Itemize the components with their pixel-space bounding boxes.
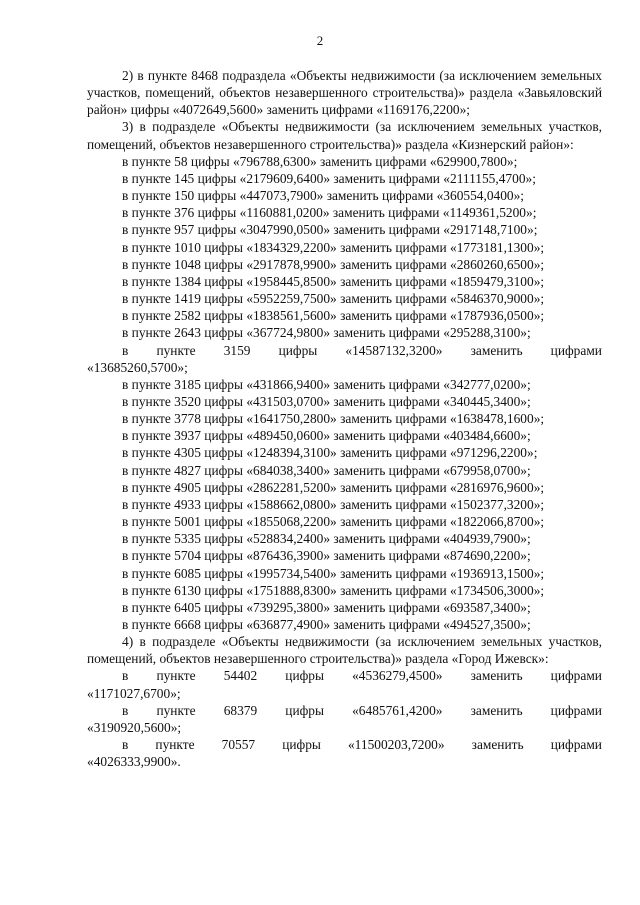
- list-item: в пункте 2582 цифры «1838561,5600» заменить цифрами «1787936,0500»;: [122, 308, 545, 324]
- izhevsk-item: [87, 702, 602, 736]
- izhevsk-item-line: [87, 702, 602, 719]
- word: цифрами: [550, 737, 602, 753]
- word: заменить: [470, 668, 523, 684]
- word: заменить: [471, 737, 524, 753]
- izhevsk-item-tail: «3190920,5600»;: [87, 719, 182, 735]
- word: цифрами: [550, 668, 602, 684]
- paragraph-item-3: 3) в подразделе «Объекты недвижимости (за исключением земельных участков, помещений, объектов незавершенного строительства)» раздела «Кизнерский район»:: [87, 119, 602, 152]
- item-3159-line: [87, 342, 602, 359]
- word: цифрами: [550, 342, 602, 358]
- list-item: в пункте 6405 цифры «739295,3800» заменить цифрами «693587,3400»;: [122, 599, 531, 615]
- list-item: в пункте 1048 цифры «2917878,9900» заменить цифрами «2860260,6500»;: [122, 256, 545, 272]
- word: «14587132,3200»: [345, 342, 443, 358]
- word: 68379: [223, 702, 258, 718]
- word: в: [122, 668, 129, 684]
- word: цифры: [285, 668, 324, 684]
- izhevsk-list: [87, 667, 602, 770]
- page-number: 2: [316, 33, 324, 48]
- word: в: [122, 702, 129, 718]
- list-item: в пункте 4827 цифры «684038,3400» заменить цифрами «679958,0700»;: [122, 462, 531, 478]
- list-item: в пункте 145 цифры «2179609,6400» заменить цифрами «2111155,4700»;: [122, 170, 536, 186]
- word: пункте: [156, 702, 196, 718]
- list-item: в пункте 5704 цифры «876436,3900» заменить цифрами «874690,2200»;: [122, 548, 531, 564]
- list-item: в пункте 4305 цифры «1248394,3100» заменить цифрами «971296,2200»;: [122, 445, 538, 461]
- word: пункте: [155, 737, 195, 753]
- izhevsk-item-tail: «4026333,9900».: [87, 754, 181, 770]
- word: 70557: [221, 737, 256, 753]
- word: «11500203,7200»: [347, 737, 445, 753]
- list-item: в пункте 150 цифры «447073,7900» заменить цифрами «360554,0400»;: [122, 188, 525, 204]
- list-item: в пункте 1419 цифры «5952259,7500» заменить цифрами «5846370,9000»;: [122, 291, 545, 307]
- word: «6485761,4200»: [352, 702, 443, 718]
- list-item: в пункте 2643 цифры «367724,9800» заменить цифрами «295288,3100»;: [122, 325, 531, 341]
- list-item: в пункте 4933 цифры «1588662,0800» заменить цифрами «1502377,3200»;: [122, 496, 545, 512]
- paragraph-item-2: 2) в пункте 8468 подраздела «Объекты недвижимости (за исключением земельных участков, помещений, объектов незавершенного строительства)» раздела «Завьяловский район» цифры «4072649,5600» заменить цифрами «1169176,2200»;: [87, 68, 602, 118]
- list-item: в пункте 3185 цифры «431866,9400» заменить цифрами «342777,0200»;: [122, 376, 531, 392]
- document-body: [87, 67, 602, 770]
- word: пункте: [156, 668, 196, 684]
- izhevsk-item-line: [87, 667, 602, 684]
- word: заменить: [470, 702, 523, 718]
- word: цифры: [282, 737, 321, 753]
- word: «4536279,4500»: [352, 668, 443, 684]
- list-item: в пункте 1010 цифры «1834329,2200» заменить цифрами «1773181,1300»;: [122, 239, 545, 255]
- word: в: [122, 737, 129, 753]
- list-item: в пункте 3778 цифры «1641750,2800» заменить цифрами «1638478,1600»;: [122, 411, 545, 427]
- izhevsk-item: [87, 736, 602, 770]
- list-item: в пункте 957 цифры «3047990,0500» заменить цифрами «2917148,7100»;: [122, 222, 538, 238]
- item-3159-tail: «13685260,5700»;: [87, 359, 188, 375]
- paragraph-item-4: 4) в подразделе «Объекты недвижимости (за исключением земельных участков, помещений, объектов незавершенного строительства)» раздела «Город Ижевск»:: [87, 634, 602, 667]
- izhevsk-item-line: [87, 736, 602, 753]
- list-item: в пункте 5335 цифры «528834,2400» заменить цифрами «404939,7900»;: [122, 531, 531, 547]
- word: цифры: [285, 702, 324, 718]
- list-item: в пункте 3520 цифры «431503,0700» заменить цифрами «340445,3400»;: [122, 393, 531, 409]
- izhevsk-item: [87, 667, 602, 701]
- list-item: в пункте 6085 цифры «1995734,5400» заменить цифрами «1936913,1500»;: [122, 565, 545, 581]
- list-item: в пункте 58 цифры «796788,6300» заменить цифрами «629900,7800»;: [122, 153, 518, 169]
- kizner-list-continued: [87, 376, 602, 633]
- list-item: в пункте 6130 цифры «1751888,8300» заменить цифрами «1734506,3000»;: [122, 582, 545, 598]
- word: 54402: [223, 668, 258, 684]
- word: цифры: [278, 342, 318, 358]
- word: 3159: [223, 342, 251, 358]
- izhevsk-item-tail: «1171027,6700»;: [87, 685, 181, 701]
- list-item: в пункте 5001 цифры «1855068,2200» заменить цифрами «1822066,8700»;: [122, 514, 545, 530]
- kizner-list: [87, 153, 602, 342]
- list-item: в пункте 4905 цифры «2862281,5200» заменить цифрами «2816976,9600»;: [122, 479, 545, 495]
- list-item: в пункте 1384 цифры «1958445,8500» заменить цифрами «1859479,3100»;: [122, 273, 545, 289]
- list-item: в пункте 3937 цифры «489450,0600» заменить цифрами «403484,6600»;: [122, 428, 531, 444]
- item-3159: [87, 342, 602, 376]
- list-item: в пункте 6668 цифры «636877,4900» заменить цифрами «494527,3500»;: [122, 617, 531, 632]
- word: заменить: [470, 342, 523, 358]
- word: пункте: [156, 342, 196, 358]
- word: в: [122, 342, 129, 358]
- word: цифрами: [550, 702, 602, 718]
- list-item: в пункте 376 цифры «1160881,0200» заменить цифрами «1149361,5200»;: [122, 205, 537, 221]
